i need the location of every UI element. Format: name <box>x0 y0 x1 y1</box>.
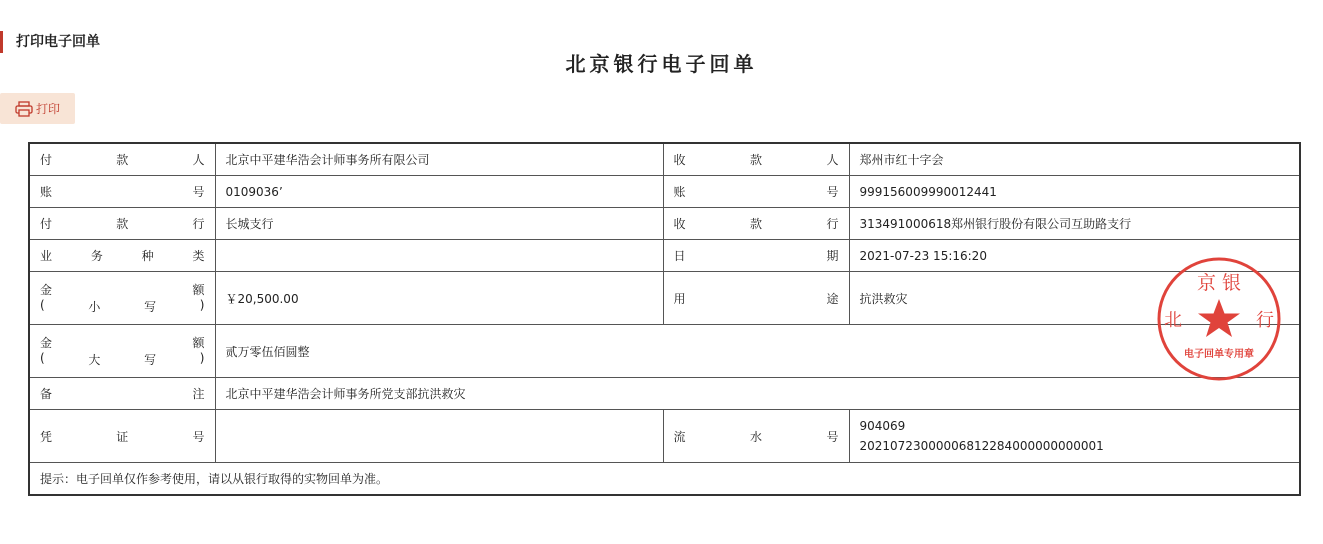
payee-bank-label: 收 款 行 <box>663 208 849 240</box>
section-title: 打印电子回单 <box>16 34 100 50</box>
payer-label-text: 付 款 人 <box>40 153 205 167</box>
print-button-label: 打印 <box>35 102 60 116</box>
date-label: 日 期 <box>663 240 849 272</box>
receipt-table <box>28 142 1301 496</box>
seal-top-text: 京 银 <box>1196 272 1242 294</box>
table-row <box>29 240 1300 272</box>
table-row <box>29 176 1300 208</box>
payee-bank: 313491000618郑州银行股份有限公司互助路支行 <box>849 208 1300 240</box>
seal-bottom-text: 电子回单专用章 <box>1184 349 1254 360</box>
payer-bank-label: 付 款 行 <box>29 208 215 240</box>
purpose-value: 抗洪救灾 <box>849 272 1300 325</box>
table-row <box>29 272 1300 325</box>
payer-value: 北京中平建华浩会计师事务所有限公司 <box>215 143 663 176</box>
voucher-value <box>215 410 663 463</box>
serial-line1: 904069 <box>859 419 906 433</box>
table-row <box>29 410 1300 463</box>
remark-value: 北京中平建华浩会计师事务所党支部抗洪救灾 <box>215 378 1300 410</box>
table-row <box>29 378 1300 410</box>
doc-title: 北京银行电子回单 <box>565 52 758 76</box>
payee-label-text: 收 款 人 <box>673 153 839 167</box>
purpose-label: 用 途 <box>663 272 849 325</box>
serial-label: 流 水 号 <box>663 410 849 463</box>
payer-label <box>29 143 215 176</box>
table-row <box>29 143 1300 176</box>
payer-account-label: 账 号 <box>29 176 215 208</box>
printer-icon <box>15 101 33 117</box>
date-value: 2021-07-23 15:16:20 <box>849 240 1300 272</box>
note: 提示：电子回单仅作参考使用，请以从银行取得的实物回单为准。 <box>29 463 1300 496</box>
amount-big-label: 金 额 ( 大 写 ) <box>29 325 215 378</box>
payee-value: 郑州市红十字会 <box>849 143 1300 176</box>
seal-right-char: 行 <box>1256 310 1274 331</box>
table-row <box>29 208 1300 240</box>
voucher-label: 凭 证 号 <box>29 410 215 463</box>
serial-line2: 20210723000006812284000000000001 <box>859 439 1104 453</box>
amount-big: 贰万零伍佰圆整 <box>215 325 1300 378</box>
payee-label <box>663 143 849 176</box>
seal-left-char: 北 <box>1164 310 1182 331</box>
payee-account-label: 账 号 <box>663 176 849 208</box>
business-type-label: 业 务 种 类 <box>29 240 215 272</box>
amount-small-label: 金 额 ( 小 写 ) <box>29 272 215 325</box>
remark-label: 备 注 <box>29 378 215 410</box>
table-row <box>29 325 1300 378</box>
business-type <box>215 240 663 272</box>
table-row <box>29 463 1300 496</box>
payee-account: 99915600999001244​1 <box>849 176 1300 208</box>
print-button[interactable] <box>0 93 75 124</box>
serial-value <box>849 410 1300 463</box>
payer-bank: 长城支行 <box>215 208 663 240</box>
amount-small: ￥20,500.00 <box>215 272 663 325</box>
payer-account: 0109036’ <box>215 176 663 208</box>
